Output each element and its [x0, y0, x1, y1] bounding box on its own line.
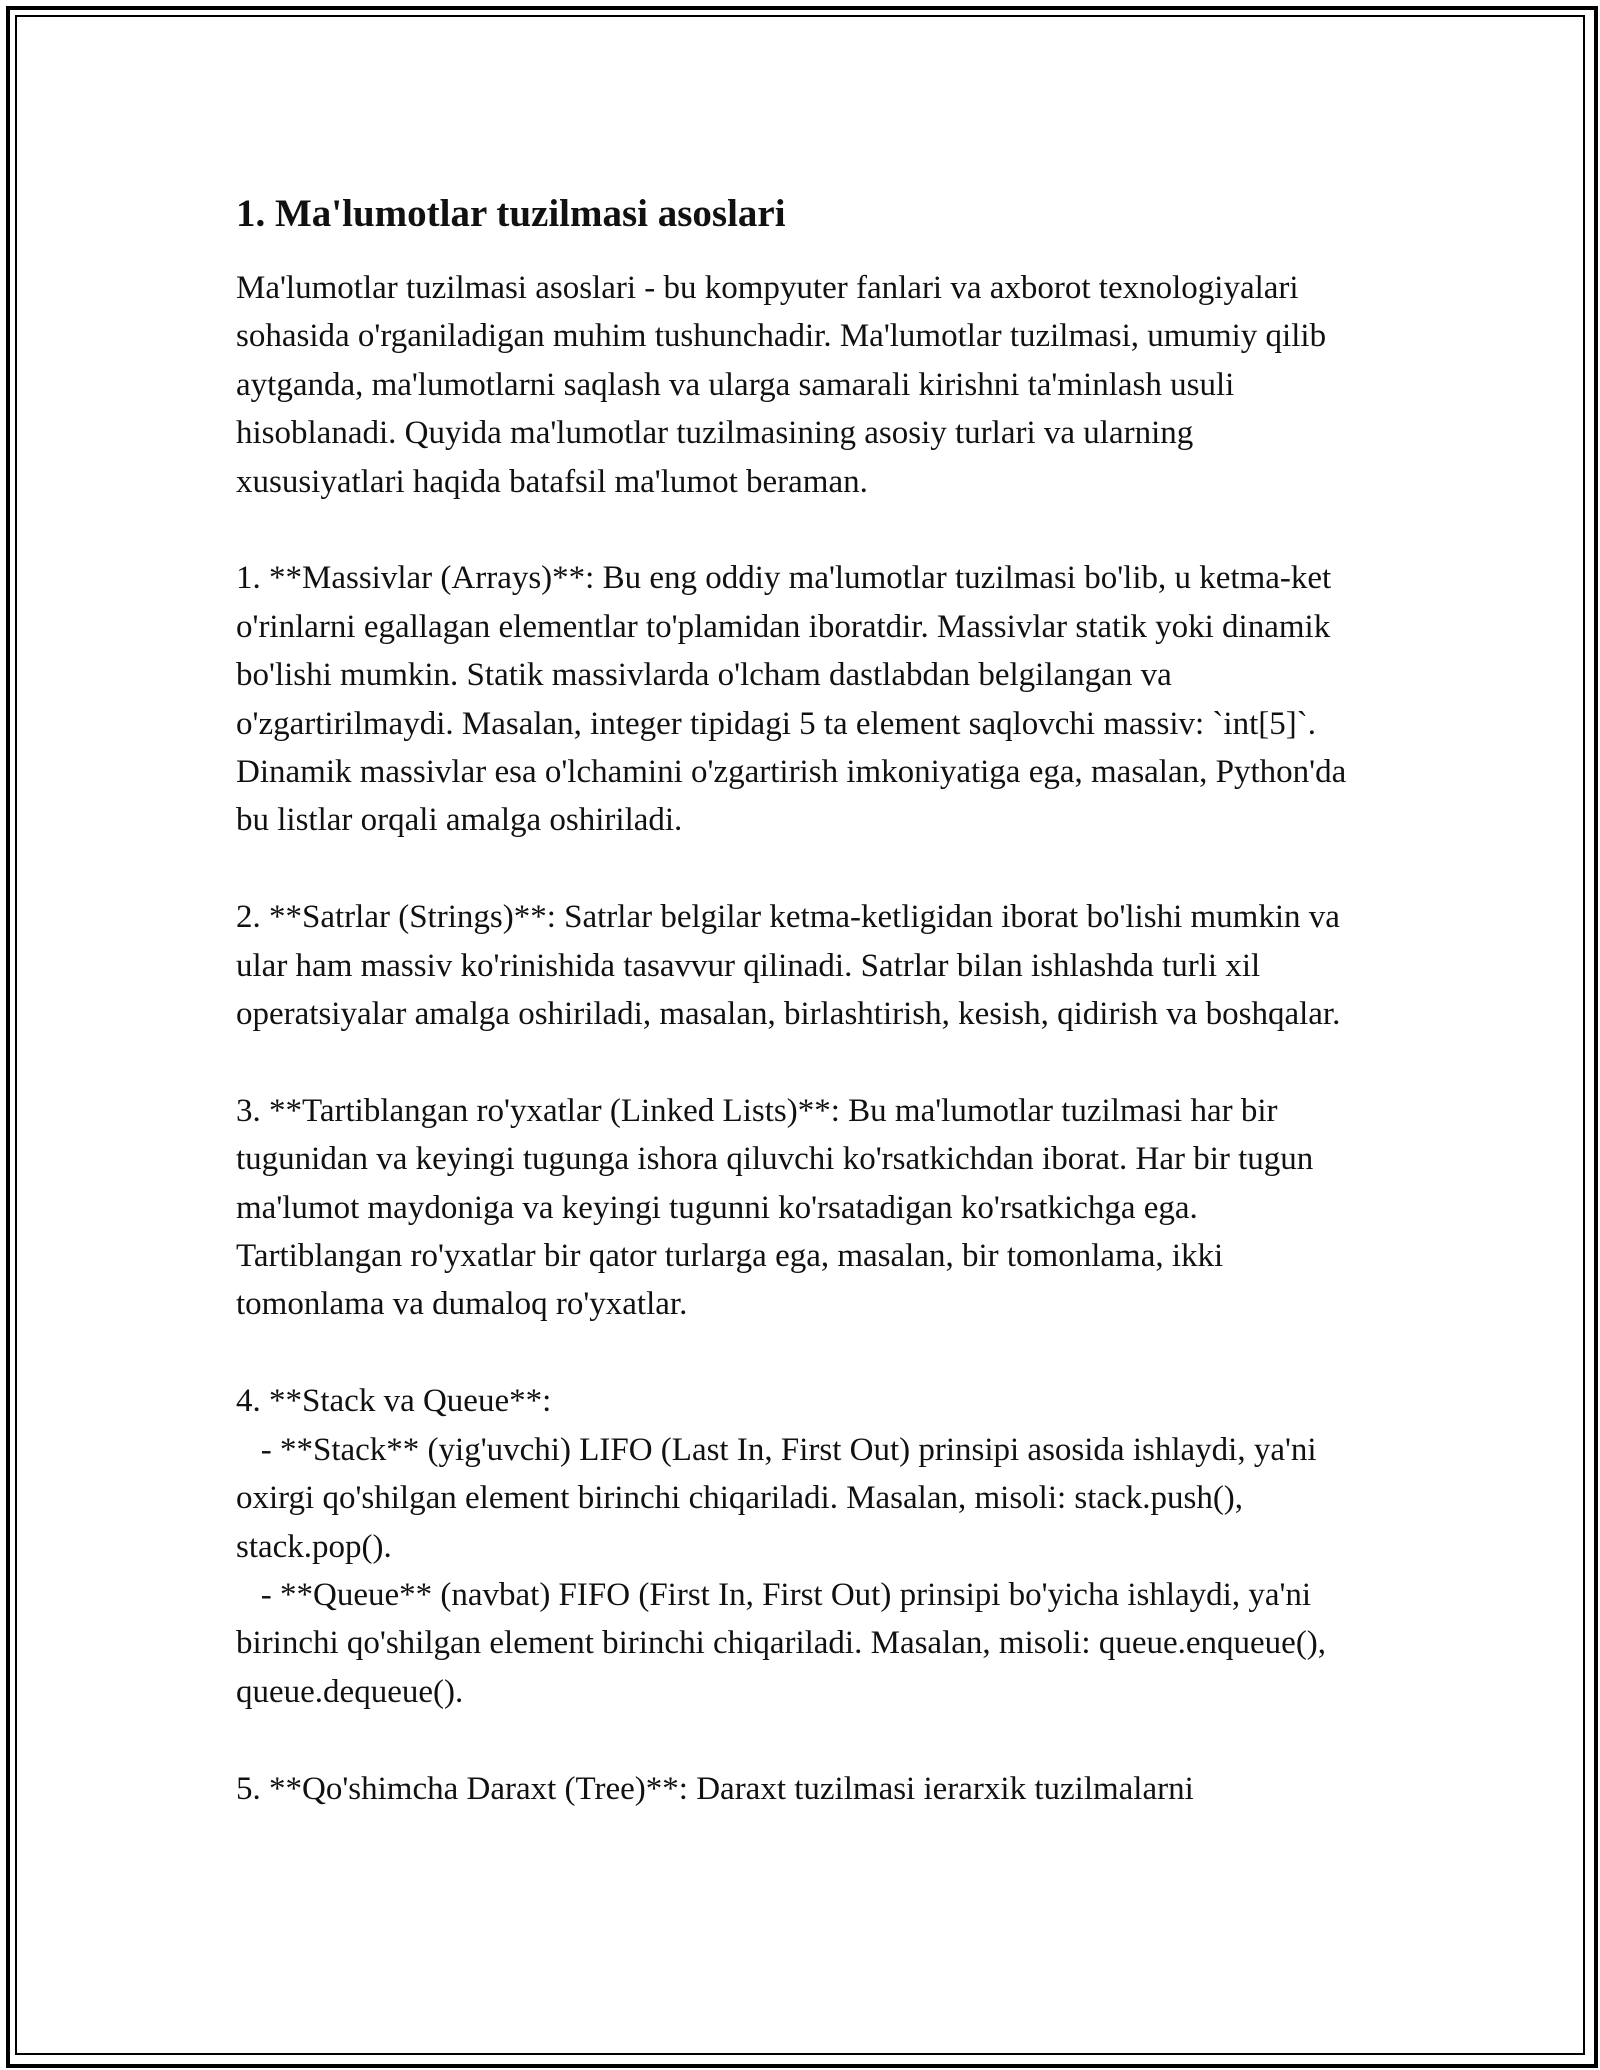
paragraph-strings: 2. **Satrlar (Strings)**: Satrlar belgilar ketma-ketligidan iborat bo'lishi mumkin va ular ham massiv ko'rinishida tasavvur qilinadi. Satrlar bilan ishlashda turli xil operatsiyalar amalga oshiriladi, masalan, birlashtirish, kesish, qidirish va boshqalar.	[236, 899, 1349, 1033]
paragraph-gap	[236, 1038, 1366, 1086]
document-body	[236, 186, 1366, 1813]
intro-paragraph: Ma'lumotlar tuzilmasi asoslari - bu kompyuter fanlari va axborot texnologiyalari sohasida o'rganiladigan muhim tushunchadir. Ma'lumotlar tuzilmasi, umumiy qilib aytganda, ma'lumotlarni saqlash va ularga samarali kirishni ta'minlash usuli hisoblanadi. Quyida ma'lumotlar tuzilmasining asosiy turlari va ularning xususiyatlari haqida batafsil ma'lumot beraman.	[236, 270, 1335, 500]
paragraph-arrays: 1. **Massivlar (Arrays)**: Bu eng oddiy ma'lumotlar tuzilmasi bo'lib, u ketma-ket o'rinlarni egallagan elementlar to'plamidan iboratdir. Massivlar statik yoki dinamik bo'lishi mumkin. Statik massivlarda o'lcham dastlabdan belgilangan va o'zgartirilmaydi. Masalan, integer tipidagi 5 ta element saqlovchi massiv: `int[5]`. Dinamik massivlar esa o'lchamini o'zgartirish imkoniyatiga ega, masalan, Python'da bu listlar orqali amalga oshiriladi.	[236, 560, 1355, 839]
paragraph-stack-queue: 4. **Stack va Queue**: - **Stack** (yig'uvchi) LIFO (Last In, First Out) prinsipi asosida ishlaydi, ya'ni oxirgi qo'shilgan element birinchi chiqariladi. Masalan, misoli: stack.push(), stack.pop(). - **Queue** (navbat) FIFO (First In, First Out) prinsipi bo'yicha ishlaydi, ya'ni birinchi qo'shilgan element birinchi chiqariladi. Masalan, misoli: queue.enqueue(), queue.dequeue().	[236, 1383, 1327, 1710]
paragraph-gap	[236, 845, 1366, 893]
paragraph-tree: 5. **Qo'shimcha Daraxt (Tree)**: Daraxt tuzilmasi ierarxik tuzilmalarni	[236, 1770, 1194, 1807]
paragraph-linked-lists: 3. **Tartiblangan ro'yxatlar (Linked Lists)**: Bu ma'lumotlar tuzilmasi har bir tugunidan va keyingi tugunga ishora qiluvchi ko'rsatkichdan iborat. Har bir tugun ma'lumot maydoniga va keyingi tugunni ko'rsatadigan ko'rsatkichga ega. Tartiblangan ro'yxatlar bir qator turlarga ega, masalan, bir tomonlama, ikki tomonlama va dumaloq ro'yxatlar.	[236, 1092, 1322, 1323]
paragraph-gap	[236, 1329, 1366, 1377]
section-title: 1. Ma'lumotlar tuzilmasi asoslari	[236, 192, 786, 235]
paragraph-gap	[236, 1716, 1366, 1764]
paragraph-gap	[236, 506, 1366, 554]
